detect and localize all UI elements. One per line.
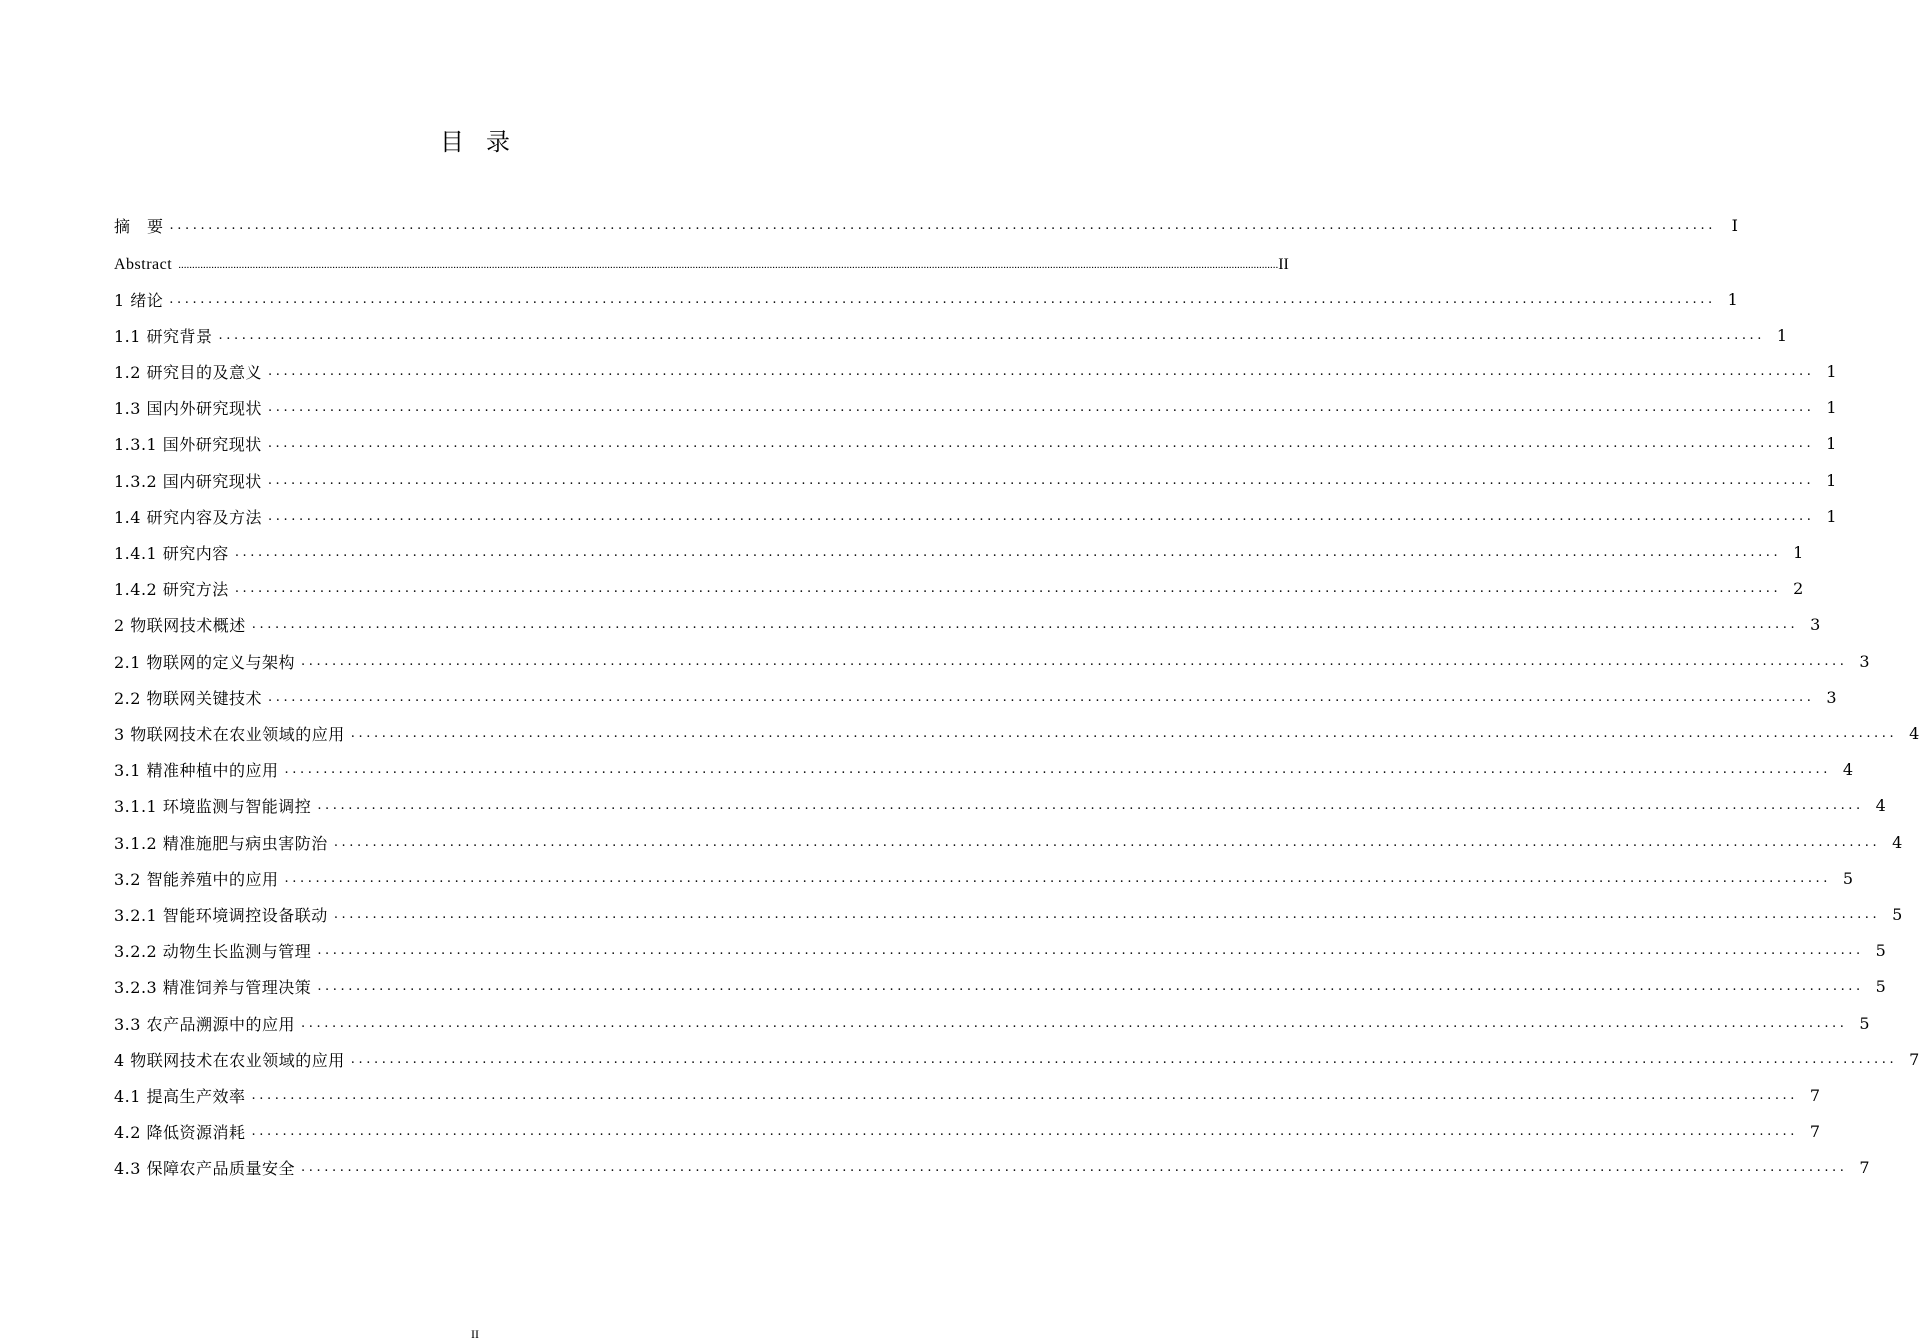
dot-leader: ........................................................................................................................................................................................................ bbox=[234, 544, 1782, 560]
dot-leader: ........................................................................................................................................................................................................ bbox=[268, 689, 1815, 705]
dot-leader: ........................................................................................................................................................................................................ bbox=[169, 217, 1716, 233]
toc-entry[interactable] bbox=[114, 940, 1886, 962]
toc-entry-label: 3.1 精准种植中的应用 bbox=[114, 761, 279, 781]
dot-leader: ........................................................................................................................................................................................................ bbox=[251, 1124, 1799, 1140]
toc-entry[interactable] bbox=[114, 541, 1804, 563]
dot-leader: ........................................................................................................................................................................................................ bbox=[268, 400, 1815, 416]
toc-entry[interactable] bbox=[114, 1048, 1919, 1070]
toc-entry-page: 1 bbox=[1826, 361, 1837, 381]
toc-entry-label: Abstract bbox=[114, 256, 173, 273]
toc-entry-label: 1.4.2 研究方法 bbox=[114, 580, 229, 600]
dot-leader: ........................................................................................................................................................................................................ bbox=[251, 1087, 1799, 1103]
toc-entry-page: 1 bbox=[1776, 325, 1788, 345]
page-number: II bbox=[471, 1327, 479, 1341]
toc-entry-page: 4 bbox=[1892, 832, 1903, 852]
toc-entry-label: 2.2 物联网关键技术 bbox=[114, 688, 263, 708]
toc-entry-page: I bbox=[1731, 215, 1738, 235]
toc-entry-label: 3.2.3 精准饲养与管理决策 bbox=[114, 978, 312, 998]
toc-entry-page: 2 bbox=[1793, 579, 1804, 599]
toc-entry-page: 1 bbox=[1826, 398, 1837, 418]
toc-entry-page: 5 bbox=[1842, 868, 1854, 888]
toc-entry[interactable] bbox=[114, 795, 1886, 817]
toc-entry-label: 2.1 物联网的定义与架构 bbox=[114, 652, 296, 672]
toc-entry-page: 1 bbox=[1727, 289, 1738, 309]
toc-entry-label: 1 绪论 bbox=[114, 290, 164, 310]
toc-entry-label: 3.2.2 动物生长监测与管理 bbox=[114, 942, 312, 962]
dot-leader: ........................................................................................................................................................................................................ bbox=[284, 870, 1832, 886]
dot-leader: ........................................................................................................................................................................................................ bbox=[301, 1015, 1848, 1031]
dot-leader: ........................................................................................................................................................................................................ bbox=[218, 327, 1766, 343]
dot-leader: ................................................................................................................................................................................................................................................................................................................................................................................................................ bbox=[178, 259, 1279, 271]
toc-entry[interactable] bbox=[114, 324, 1788, 346]
dot-leader: ........................................................................................................................................................................................................ bbox=[267, 472, 1815, 488]
toc-entry[interactable] bbox=[114, 578, 1804, 600]
toc-entry-label: 摘 要 bbox=[114, 216, 164, 236]
toc-entry-label: 1.4 研究内容及方法 bbox=[114, 507, 263, 527]
toc-entry-label: 3.3 农产品溯源中的应用 bbox=[114, 1014, 296, 1034]
toc-entry[interactable] bbox=[114, 288, 1738, 310]
toc-entry-page: 4 bbox=[1909, 723, 1919, 743]
dot-leader: ........................................................................................................................................................................................................ bbox=[268, 508, 1815, 524]
dot-leader: ........................................................................................................................................................................................................ bbox=[301, 1160, 1848, 1176]
toc-entry-page: 3 bbox=[1810, 615, 1821, 635]
toc-entry[interactable] bbox=[114, 1157, 1870, 1179]
toc-entry[interactable] bbox=[114, 831, 1903, 853]
toc-entry[interactable] bbox=[114, 867, 1854, 889]
dot-leader: ........................................................................................................................................................................................................ bbox=[350, 725, 1898, 741]
toc-entry-label: 4.2 降低资源消耗 bbox=[114, 1123, 246, 1143]
toc-entry-page: 5 bbox=[1875, 941, 1886, 961]
toc-entry[interactable] bbox=[114, 1012, 1870, 1034]
toc-entry-page: 3 bbox=[1859, 651, 1870, 671]
toc-entry-page: 5 bbox=[1859, 1013, 1870, 1033]
toc-entry[interactable] bbox=[114, 976, 1886, 998]
toc-entry[interactable] bbox=[114, 505, 1837, 527]
toc-entry-page: 4 bbox=[1875, 796, 1886, 816]
toc-entry[interactable] bbox=[114, 650, 1870, 672]
toc-entry-label: 1.3.1 国外研究现状 bbox=[114, 435, 262, 455]
toc-entry[interactable] bbox=[114, 214, 1738, 236]
dot-leader: ........................................................................................................................................................................................................ bbox=[169, 291, 1716, 307]
dot-leader: ........................................................................................................................................................................................................ bbox=[267, 436, 1815, 452]
dot-leader: ........................................................................................................................................................................................................ bbox=[251, 617, 1799, 633]
toc-entry-page: 7 bbox=[1909, 1049, 1919, 1069]
toc-entry-page: 1 bbox=[1826, 434, 1837, 454]
toc-entry-page: 5 bbox=[1892, 904, 1903, 924]
toc-entry-label: 4.1 提高生产效率 bbox=[114, 1086, 246, 1106]
toc-entry[interactable] bbox=[114, 254, 1289, 276]
toc-entry[interactable] bbox=[114, 397, 1837, 419]
dot-leader: ........................................................................................................................................................................................................ bbox=[317, 798, 1864, 814]
toc-entry[interactable] bbox=[114, 1121, 1821, 1143]
page-title: 目录 bbox=[440, 128, 532, 156]
dot-leader: ........................................................................................................................................................................................................ bbox=[234, 581, 1782, 597]
toc-entry-label: 4.3 保障农产品质量安全 bbox=[114, 1159, 296, 1179]
dot-leader: ........................................................................................................................................................................................................ bbox=[317, 979, 1864, 995]
toc-entry-page: 3 bbox=[1826, 687, 1837, 707]
toc-entry-label: 1.2 研究目的及意义 bbox=[114, 362, 263, 382]
toc-entry-label: 1.3 国内外研究现状 bbox=[114, 399, 263, 419]
toc-entry-page: 5 bbox=[1875, 977, 1886, 997]
dot-leader: ........................................................................................................................................................................................................ bbox=[333, 834, 1881, 850]
toc-entry-label: 3.2 智能养殖中的应用 bbox=[114, 869, 279, 889]
toc-entry-page: 4 bbox=[1842, 760, 1854, 780]
toc-entry-page: 7 bbox=[1859, 1158, 1870, 1178]
toc-entry-label: 3.1.2 精准施肥与病虫害防治 bbox=[114, 833, 328, 853]
toc-entry-label: 3.2.1 智能环境调控设备联动 bbox=[114, 905, 328, 925]
dot-leader: ........................................................................................................................................................................................................ bbox=[333, 906, 1881, 922]
toc-entry-label: 2 物联网技术概述 bbox=[114, 616, 246, 636]
toc-entry-label: 3.1.1 环境监测与智能调控 bbox=[114, 797, 312, 817]
dot-leader: ........................................................................................................................................................................................................ bbox=[350, 1051, 1898, 1067]
toc-entry[interactable] bbox=[114, 360, 1837, 382]
toc-entry[interactable] bbox=[114, 903, 1903, 925]
toc-entry[interactable] bbox=[114, 614, 1821, 636]
toc-entry-label: 1.1 研究背景 bbox=[114, 326, 213, 346]
dot-leader: ........................................................................................................................................................................................................ bbox=[268, 363, 1815, 379]
toc-entry-page: 1 bbox=[1826, 506, 1837, 526]
toc-entry-label: 1.4.1 研究内容 bbox=[114, 543, 229, 563]
dot-leader: ........................................................................................................................................................................................................ bbox=[317, 943, 1864, 959]
toc-entry-page: 7 bbox=[1809, 1085, 1821, 1105]
toc-entry[interactable] bbox=[114, 469, 1837, 491]
toc-entry-page: 7 bbox=[1809, 1122, 1821, 1142]
toc-entry[interactable] bbox=[114, 686, 1837, 708]
toc-entry[interactable] bbox=[114, 722, 1919, 744]
toc-entry-page: II bbox=[1278, 256, 1289, 273]
toc-entry[interactable] bbox=[114, 1084, 1821, 1106]
toc-entry-page: 1 bbox=[1826, 470, 1837, 490]
toc-entry-page: 1 bbox=[1793, 542, 1804, 562]
dot-leader: ........................................................................................................................................................................................................ bbox=[284, 762, 1832, 778]
dot-leader: ........................................................................................................................................................................................................ bbox=[301, 653, 1848, 669]
toc-entry[interactable] bbox=[114, 433, 1837, 455]
toc-entry-label: 1.3.2 国内研究现状 bbox=[114, 471, 262, 491]
toc-entry[interactable] bbox=[114, 759, 1854, 781]
toc-entry-label: 4 物联网技术在农业领域的应用 bbox=[114, 1050, 345, 1070]
toc-entry-label: 3 物联网技术在农业领域的应用 bbox=[114, 724, 345, 744]
